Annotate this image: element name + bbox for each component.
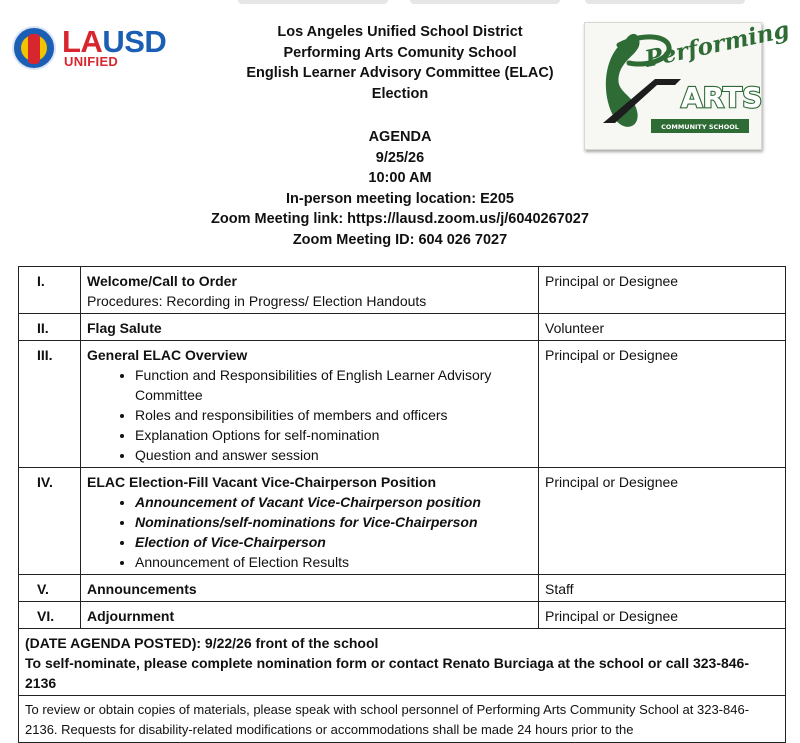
- row-number: I.: [19, 267, 81, 314]
- lausd-usd: USD: [102, 24, 167, 59]
- list-item: • Announcement of Vacant Vice-Chairperson position: [135, 492, 532, 512]
- row-bullet-list: [87, 365, 532, 465]
- lausd-logo: [12, 24, 182, 72]
- row-number: VI.: [19, 602, 81, 629]
- row-title: Adjournment: [87, 608, 175, 624]
- row-presenter: Principal or Designee: [539, 267, 786, 314]
- self-nominate-note: To self-nominate, please complete nomination form or contact Renato Burciaga at the school or call 323-846-2136: [25, 655, 750, 691]
- footer-cell: [19, 629, 786, 696]
- list-item: • Question and answer session: [135, 445, 532, 465]
- lausd-la: LA: [62, 24, 103, 59]
- row-number: IV.: [19, 468, 81, 575]
- row-item: [81, 341, 539, 468]
- row-title: Welcome/Call to Order: [87, 273, 237, 289]
- table-note-row: [19, 696, 786, 743]
- list-item: • Function and Responsibilities of English Learner Advisory Committee: [135, 365, 532, 405]
- list-item: • Roles and responsibilities of members and officers: [135, 405, 532, 425]
- agenda-location: In-person meeting location: E205: [285, 190, 514, 207]
- logo-script-text: Performing: [642, 15, 792, 73]
- list-item: • Explanation Options for self-nomination: [135, 425, 532, 445]
- row-presenter: Principal or Designee: [539, 468, 786, 575]
- list-item: • Announcement of Election Results: [135, 552, 532, 572]
- table-row: [19, 575, 786, 602]
- row-item: [81, 468, 539, 575]
- header-election: Election: [371, 85, 429, 102]
- top-strip: [0, 0, 800, 6]
- agenda-date: 9/25/26: [375, 149, 425, 166]
- browser-tab-edge: [238, 0, 388, 4]
- row-item: [81, 314, 539, 341]
- agenda-time: 10:00 AM: [368, 170, 432, 186]
- logo-sub-text: COMMUNITY SCHOOL: [661, 123, 739, 131]
- agenda-zoom-link[interactable]: Zoom Meeting link: https://lausd.zoom.us/j/6040267027: [211, 211, 589, 227]
- row-bullet-list: [87, 492, 532, 572]
- row-number: III.: [19, 341, 81, 468]
- table-row: [19, 468, 786, 575]
- row-title: General ELAC Overview: [87, 347, 248, 363]
- header-committee: English Learner Advisory Committee (ELAC): [246, 65, 554, 81]
- row-title: Flag Salute: [87, 320, 162, 336]
- list-item: • Election of Vice-Chairperson: [135, 532, 532, 552]
- agenda-info: [150, 127, 650, 250]
- row-presenter: Staff: [539, 575, 786, 602]
- row-number: II.: [19, 314, 81, 341]
- lausd-unified: UNIFIED: [64, 54, 119, 69]
- table-footer-row: [19, 629, 786, 696]
- date-posted: (DATE AGENDA POSTED): 9/22/26 front of the school: [25, 635, 379, 651]
- row-item: [81, 575, 539, 602]
- agenda-title: AGENDA: [368, 129, 432, 145]
- browser-tab-edge: [410, 0, 560, 4]
- list-item: • Nominations/self-nominations for Vice-Chairperson: [135, 512, 532, 532]
- lausd-seal-icon: [12, 26, 56, 70]
- row-item: [81, 267, 539, 314]
- row-presenter: Principal or Designee: [539, 341, 786, 468]
- row-subtext: Procedures: Recording in Progress/ Election Handouts: [87, 293, 427, 309]
- header-district: Los Angeles Unified School District: [277, 24, 523, 40]
- table-row: [19, 267, 786, 314]
- row-title: ELAC Election-Fill Vacant Vice-Chairperson Position: [87, 474, 437, 490]
- agenda-table: [18, 266, 786, 743]
- browser-tab-edge: [585, 0, 745, 4]
- row-number: V.: [19, 575, 81, 602]
- row-item: [81, 602, 539, 629]
- document-header: [200, 22, 600, 104]
- header-school: Performing Arts Comunity School: [283, 44, 517, 61]
- table-row: [19, 602, 786, 629]
- row-title: Announcements: [87, 581, 197, 597]
- row-presenter: Volunteer: [539, 314, 786, 341]
- agenda-zoom-id: Zoom Meeting ID: 604 026 7027: [292, 231, 508, 248]
- row-presenter: Principal or Designee: [539, 602, 786, 629]
- logo-arts-text: ARTS: [681, 81, 763, 114]
- materials-note: To review or obtain copies of materials, please speak with school personnel of Performing Arts Community School at 323-846-2136. Requests for disability-related modifications or accommodations shall be made 24 hours prior to the: [19, 696, 786, 743]
- table-row: [19, 314, 786, 341]
- table-row: [19, 341, 786, 468]
